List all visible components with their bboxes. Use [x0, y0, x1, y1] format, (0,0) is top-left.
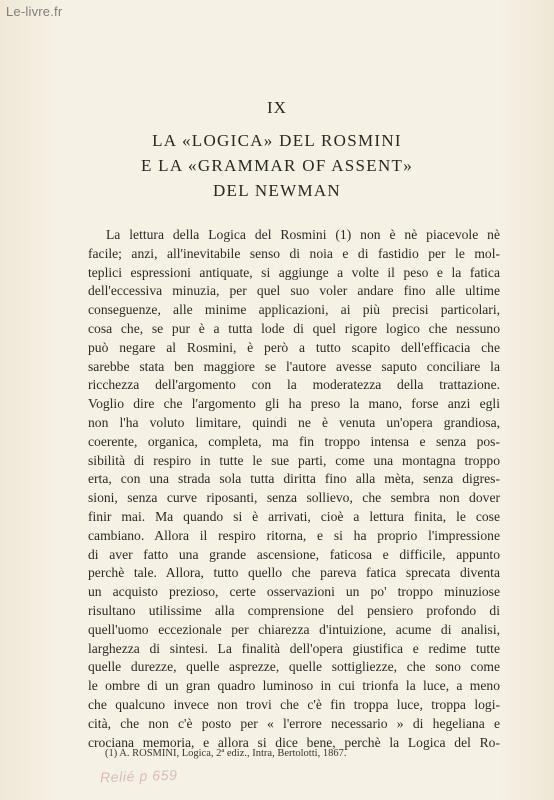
text-line: può negare al Rosmini, è però a tutto scapito dell'efficacia che — [88, 339, 500, 355]
text-line: le ombre di un gran quadro luminoso in cui trionfa la luce, a meno — [88, 678, 500, 694]
text-line: perchè tale. Allora, tutto quello che pareva fatica sprecata diventa — [88, 565, 500, 581]
text-line: ricchezza dell'argomento con la moderatezza della trattazione. — [88, 377, 500, 393]
text-line: che qualcuno invece non trovi che c'è fin troppa luce, troppa logi- — [88, 696, 500, 712]
text-line: coerente, organica, completa, ma fin troppo intensa e senza pos- — [88, 433, 500, 449]
text-line: risultano utilissime alla comprensione del pensiero profondo di — [88, 602, 500, 618]
text-line: facile; anzi, all'inevitabile senso di noia e di fastidio per le mol- — [88, 245, 500, 261]
title-line: LA «LOGICA» DEL ROSMINI — [152, 131, 402, 150]
title-line: E LA «GRAMMAR OF ASSENT» — [140, 156, 414, 175]
text-line: un acquisto prezioso, certe osservazioni un po' troppo minuziose — [88, 584, 500, 600]
text-line: finir mai. Ma quando si è arrivati, cioè a lettura finita, le cose — [88, 508, 500, 524]
text-line: sioni, senza curve riposanti, senza sollievo, che sembra non dover — [88, 490, 500, 506]
chapter-number: IX — [267, 98, 287, 117]
text-line: dell'eccessiva minuzia, per quel suo voler andare fino alle ultime — [88, 283, 500, 299]
text-line: non l'ha voluto limitare, quindi ne è venuta un'opera grandiosa, — [88, 414, 500, 430]
text-line: cità, che non c'è posto per « l'errore necessario » di hegeliana e — [88, 715, 500, 731]
text-line: conseguenze, alle minime applicazioni, ai più precisi particolari, — [88, 302, 500, 318]
text-line: cosa che, se pur è a tutta lode di quel rigore logico che nessuno — [88, 320, 500, 336]
title-line: DEL NEWMAN — [212, 181, 342, 200]
text-line: Voglio dire che l'argomento gli ha preso la mano, forse anzi egli — [88, 396, 500, 412]
text-line: sibilità di respiro in tutte le sue parti, come una montagna troppo — [88, 452, 500, 468]
text-line: quelle durezze, quelle asprezze, quelle sottigliezze, che sono come — [88, 659, 500, 675]
text-line: erta, con una strada sola tutta diritta fino alla mèta, senza digres- — [88, 471, 500, 487]
text-line: larghezza di sintesi. La finalità dell'opera giustifica e redime tutte — [88, 640, 500, 656]
chapter-title — [0, 128, 554, 203]
text-line: di aver fatto una grande ascensione, faticosa e difficile, appunto — [88, 546, 500, 562]
text-line: cambiano. Allora il respiro ritorna, e si ha proprio l'impressione — [88, 527, 500, 543]
text-line: sarebbe stata ben maggiore se l'autore avesse saputo conciliare la — [88, 358, 500, 374]
watermark: Le-livre.fr — [6, 4, 63, 19]
text-line: La lettura della Logica del Rosmini (1) non è nè piacevole nè — [106, 227, 500, 242]
body-paragraph — [88, 226, 500, 752]
footnote: (1) A. ROSMINI, Logica, 2ª ediz., Intra, Bertolotti, 1867. — [105, 748, 347, 759]
text-line: teplici espressioni antiquate, si aggiunge a volte il peso e la fatica — [88, 264, 500, 280]
text-line: quell'uomo eccezionale per chiarezza d'intuizione, acume di analisi, — [88, 621, 500, 637]
handwritten-note: Relié p 659 — [99, 766, 178, 786]
text-line: crociana memoria, e allora si dice bene, perchè la Logica del Ro- — [88, 734, 500, 750]
